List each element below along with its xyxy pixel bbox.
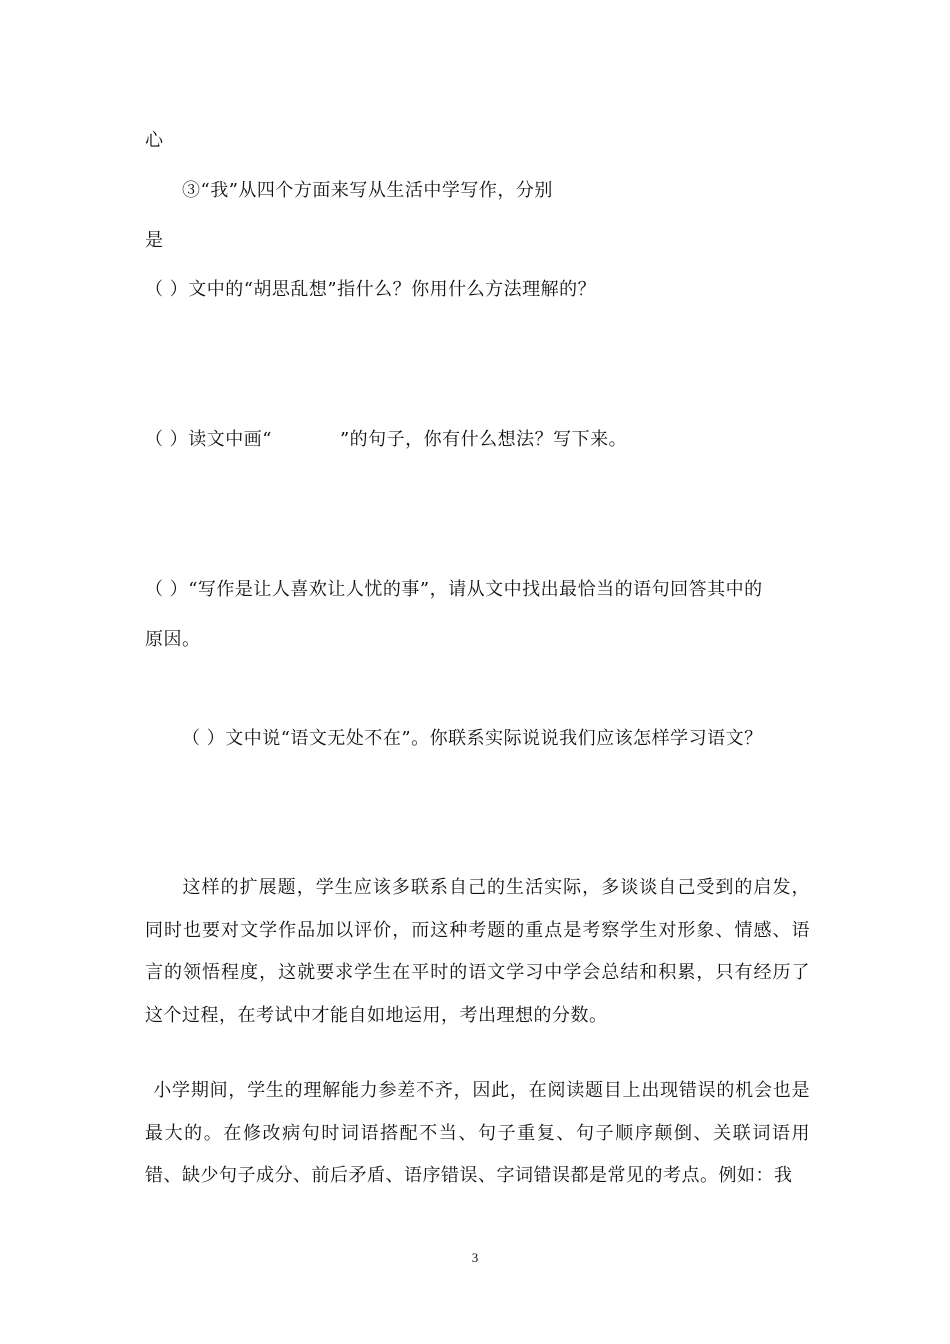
paragraph-primary-school [145, 1070, 810, 1198]
question-2-part-a: （ ）读文中画“ [145, 429, 272, 450]
paragraph-expansion-text: 这样的扩展题，学生应该多联系自己的生活实际，多谈谈自己受到的启发，同时也要对文学作品加以评价，而这种考题的重点是考察学生对形象、情感、语言的领悟程度，这就要求学生在平时的语文学习中学会总结和积累，只有经历了这个过程，在考试中才能自如地运用，考出理想的分数。 [145, 877, 810, 1026]
text-line-xin: 心 [145, 130, 164, 151]
text-line-item-3: ③“我”从四个方面来写从生活中学写作，分别 [182, 180, 553, 201]
page-number: 3 [471, 1250, 479, 1265]
paragraph-primary-school-text: 小学期间，学生的理解能力参差不齐，因此，在阅读题目上出现错误的机会也是最大的。在修改病句时词语搭配不当、句子重复、句子顺序颠倒、关联词语用错、缺少句子成分、前后矛盾、语序错误、字词错误都是常见的考点。例如：我 [145, 1080, 810, 1186]
paragraph-expansion [145, 867, 810, 1037]
text-line-shi: 是 [145, 230, 164, 251]
question-2-part-b: ”的句子，你有什么想法？写下来。 [339, 429, 628, 450]
question-4: （ ）文中说“语文无处不在”。你联系实际说说我们应该怎样学习语文？ [182, 728, 763, 749]
question-3-line-1: （ ）“写作是让人喜欢让人忧的事”，请从文中找出最恰当的语句回答其中的 [145, 579, 763, 600]
question-1: （ ）文中的“胡思乱想”指什么？你用什么方法理解的？ [145, 279, 597, 300]
question-3-line-2: 原因。 [145, 629, 201, 650]
question-2 [145, 428, 810, 452]
